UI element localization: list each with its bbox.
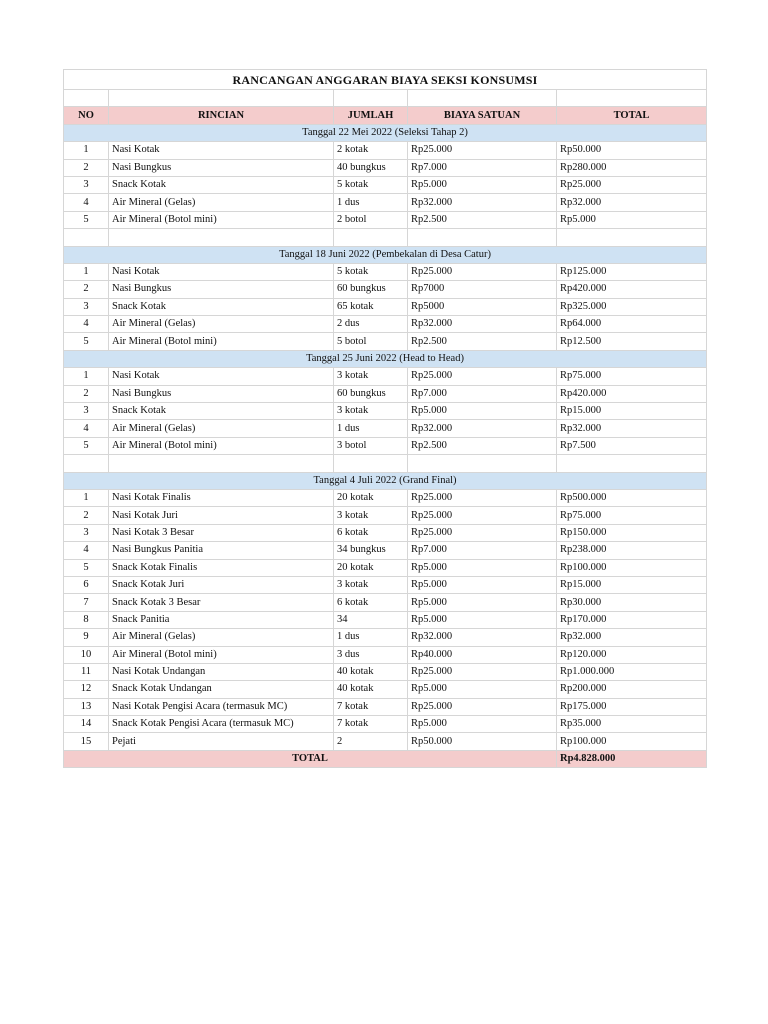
blank-cell	[109, 455, 334, 472]
cell-no: 7	[64, 594, 109, 611]
cell-total: Rp175.000	[557, 698, 707, 715]
cell-jumlah: 40 kotak	[334, 681, 408, 698]
blank-cell	[109, 229, 334, 246]
cell-jumlah: 6 kotak	[334, 594, 408, 611]
cell-jumlah: 2 kotak	[334, 142, 408, 159]
cell-total: Rp325.000	[557, 298, 707, 315]
header-row	[64, 107, 707, 124]
cell-total: Rp170.000	[557, 611, 707, 628]
table-row	[64, 385, 707, 402]
table-row	[64, 507, 707, 524]
cell-rincian: Nasi Bungkus Panitia	[109, 542, 334, 559]
table-row	[64, 159, 707, 176]
cell-no: 13	[64, 698, 109, 715]
cell-no: 11	[64, 663, 109, 680]
cell-rincian: Nasi Bungkus	[109, 159, 334, 176]
table-row	[64, 733, 707, 750]
cell-jumlah: 6 kotak	[334, 524, 408, 541]
cell-total: Rp32.000	[557, 194, 707, 211]
cell-biaya-satuan: Rp32.000	[408, 629, 557, 646]
table-row	[64, 368, 707, 385]
table-row	[64, 646, 707, 663]
cell-jumlah: 7 kotak	[334, 716, 408, 733]
cell-biaya-satuan: Rp5000	[408, 298, 557, 315]
cell-biaya-satuan: Rp5.000	[408, 594, 557, 611]
cell-biaya-satuan: Rp5.000	[408, 559, 557, 576]
cell-total: Rp50.000	[557, 142, 707, 159]
cell-no: 4	[64, 316, 109, 333]
section-header-row	[64, 350, 707, 367]
table-row	[64, 629, 707, 646]
cell-no: 5	[64, 437, 109, 454]
cell-rincian: Nasi Kotak Juri	[109, 507, 334, 524]
grand-total-row	[64, 750, 707, 767]
table-row	[64, 594, 707, 611]
cell-jumlah: 20 kotak	[334, 489, 408, 506]
cell-no: 1	[64, 142, 109, 159]
blank-row	[64, 455, 707, 472]
header-no: NO	[64, 107, 109, 124]
blank-cell	[557, 90, 707, 107]
header-rincian: RINCIAN	[109, 107, 334, 124]
cell-no: 2	[64, 385, 109, 402]
grand-total-label: TOTAL	[64, 750, 557, 767]
cell-jumlah: 60 bungkus	[334, 281, 408, 298]
cell-rincian: Air Mineral (Botol mini)	[109, 437, 334, 454]
cell-jumlah: 5 botol	[334, 333, 408, 350]
table-row	[64, 524, 707, 541]
cell-no: 3	[64, 176, 109, 193]
section-label: Tanggal 22 Mei 2022 (Seleksi Tahap 2)	[64, 124, 707, 141]
cell-biaya-satuan: Rp7.000	[408, 385, 557, 402]
cell-biaya-satuan: Rp25.000	[408, 663, 557, 680]
cell-biaya-satuan: Rp32.000	[408, 194, 557, 211]
title-row	[64, 70, 707, 90]
cell-no: 2	[64, 281, 109, 298]
cell-jumlah: 3 kotak	[334, 507, 408, 524]
cell-jumlah: 60 bungkus	[334, 385, 408, 402]
cell-jumlah: 3 botol	[334, 437, 408, 454]
section-label: Tanggal 18 Juni 2022 (Pembekalan di Desa Catur)	[64, 246, 707, 263]
cell-no: 3	[64, 403, 109, 420]
cell-biaya-satuan: Rp7.000	[408, 542, 557, 559]
cell-total: Rp5.000	[557, 211, 707, 228]
table-row	[64, 542, 707, 559]
cell-jumlah: 1 dus	[334, 629, 408, 646]
cell-rincian: Pejati	[109, 733, 334, 750]
cell-no: 15	[64, 733, 109, 750]
cell-rincian: Snack Panitia	[109, 611, 334, 628]
cell-no: 6	[64, 576, 109, 593]
cell-biaya-satuan: Rp7.000	[408, 159, 557, 176]
cell-biaya-satuan: Rp5.000	[408, 681, 557, 698]
cell-jumlah: 20 kotak	[334, 559, 408, 576]
cell-total: Rp32.000	[557, 420, 707, 437]
blank-cell	[557, 229, 707, 246]
cell-total: Rp420.000	[557, 385, 707, 402]
cell-rincian: Nasi Bungkus	[109, 281, 334, 298]
cell-total: Rp1.000.000	[557, 663, 707, 680]
cell-jumlah: 1 dus	[334, 194, 408, 211]
cell-rincian: Snack Kotak 3 Besar	[109, 594, 334, 611]
cell-jumlah: 3 kotak	[334, 576, 408, 593]
cell-biaya-satuan: Rp2.500	[408, 211, 557, 228]
cell-rincian: Nasi Kotak	[109, 263, 334, 280]
cell-jumlah: 1 dus	[334, 420, 408, 437]
cell-total: Rp25.000	[557, 176, 707, 193]
section-header-row	[64, 472, 707, 489]
cell-total: Rp280.000	[557, 159, 707, 176]
cell-total: Rp420.000	[557, 281, 707, 298]
cell-no: 5	[64, 559, 109, 576]
cell-no: 1	[64, 489, 109, 506]
cell-jumlah: 34 bungkus	[334, 542, 408, 559]
cell-no: 3	[64, 524, 109, 541]
blank-cell	[334, 229, 408, 246]
table-row	[64, 194, 707, 211]
cell-jumlah: 7 kotak	[334, 698, 408, 715]
blank-cell	[64, 229, 109, 246]
blank-cell	[64, 90, 109, 107]
cell-jumlah: 5 kotak	[334, 263, 408, 280]
cell-jumlah: 2	[334, 733, 408, 750]
cell-rincian: Air Mineral (Gelas)	[109, 420, 334, 437]
cell-total: Rp100.000	[557, 559, 707, 576]
cell-biaya-satuan: Rp32.000	[408, 420, 557, 437]
cell-total: Rp150.000	[557, 524, 707, 541]
table-row	[64, 698, 707, 715]
cell-biaya-satuan: Rp2.500	[408, 333, 557, 350]
header-total: TOTAL	[557, 107, 707, 124]
cell-total: Rp12.500	[557, 333, 707, 350]
blank-row	[64, 229, 707, 246]
cell-total: Rp32.000	[557, 629, 707, 646]
cell-rincian: Nasi Kotak	[109, 142, 334, 159]
blank-row	[64, 90, 707, 107]
table-row	[64, 263, 707, 280]
cell-total: Rp75.000	[557, 368, 707, 385]
blank-cell	[334, 455, 408, 472]
cell-rincian: Air Mineral (Gelas)	[109, 316, 334, 333]
blank-cell	[408, 229, 557, 246]
cell-rincian: Snack Kotak	[109, 298, 334, 315]
blank-cell	[557, 455, 707, 472]
cell-biaya-satuan: Rp25.000	[408, 698, 557, 715]
table-row	[64, 211, 707, 228]
cell-biaya-satuan: Rp2.500	[408, 437, 557, 454]
cell-jumlah: 2 botol	[334, 211, 408, 228]
cell-total: Rp75.000	[557, 507, 707, 524]
cell-rincian: Air Mineral (Gelas)	[109, 629, 334, 646]
cell-rincian: Snack Kotak Pengisi Acara (termasuk MC)	[109, 716, 334, 733]
cell-rincian: Nasi Bungkus	[109, 385, 334, 402]
table-row	[64, 611, 707, 628]
table-row	[64, 437, 707, 454]
cell-jumlah: 40 bungkus	[334, 159, 408, 176]
table-row	[64, 576, 707, 593]
cell-no: 8	[64, 611, 109, 628]
cell-rincian: Nasi Kotak 3 Besar	[109, 524, 334, 541]
table-row	[64, 681, 707, 698]
cell-rincian: Air Mineral (Gelas)	[109, 194, 334, 211]
cell-no: 2	[64, 159, 109, 176]
cell-total: Rp15.000	[557, 576, 707, 593]
cell-rincian: Snack Kotak Undangan	[109, 681, 334, 698]
cell-jumlah: 5 kotak	[334, 176, 408, 193]
table-row	[64, 316, 707, 333]
cell-no: 12	[64, 681, 109, 698]
cell-jumlah: 34	[334, 611, 408, 628]
blank-cell	[109, 90, 334, 107]
blank-cell	[64, 455, 109, 472]
cell-total: Rp15.000	[557, 403, 707, 420]
header-biaya-satuan: BIAYA SATUAN	[408, 107, 557, 124]
cell-total: Rp125.000	[557, 263, 707, 280]
blank-cell	[408, 90, 557, 107]
blank-cell	[334, 90, 408, 107]
table-row	[64, 176, 707, 193]
blank-cell	[408, 455, 557, 472]
cell-biaya-satuan: Rp25.000	[408, 524, 557, 541]
cell-no: 9	[64, 629, 109, 646]
cell-rincian: Air Mineral (Botol mini)	[109, 333, 334, 350]
budget-table	[63, 69, 707, 768]
cell-rincian: Nasi Kotak	[109, 368, 334, 385]
cell-no: 5	[64, 333, 109, 350]
cell-rincian: Snack Kotak	[109, 403, 334, 420]
section-header-row	[64, 246, 707, 263]
table-row	[64, 281, 707, 298]
cell-no: 5	[64, 211, 109, 228]
cell-biaya-satuan: Rp50.000	[408, 733, 557, 750]
cell-biaya-satuan: Rp7000	[408, 281, 557, 298]
table-row	[64, 403, 707, 420]
cell-total: Rp500.000	[557, 489, 707, 506]
cell-biaya-satuan: Rp40.000	[408, 646, 557, 663]
cell-no: 4	[64, 542, 109, 559]
cell-no: 4	[64, 420, 109, 437]
cell-jumlah: 2 dus	[334, 316, 408, 333]
cell-jumlah: 3 kotak	[334, 403, 408, 420]
cell-rincian: Nasi Kotak Finalis	[109, 489, 334, 506]
grand-total-value: Rp4.828.000	[557, 750, 707, 767]
table-row	[64, 663, 707, 680]
cell-biaya-satuan: Rp25.000	[408, 142, 557, 159]
cell-biaya-satuan: Rp5.000	[408, 576, 557, 593]
section-label: Tanggal 4 Juli 2022 (Grand Final)	[64, 472, 707, 489]
cell-jumlah: 3 dus	[334, 646, 408, 663]
table-row	[64, 142, 707, 159]
cell-biaya-satuan: Rp5.000	[408, 716, 557, 733]
cell-biaya-satuan: Rp25.000	[408, 368, 557, 385]
table-row	[64, 420, 707, 437]
cell-total: Rp64.000	[557, 316, 707, 333]
cell-rincian: Snack Kotak Juri	[109, 576, 334, 593]
cell-biaya-satuan: Rp5.000	[408, 176, 557, 193]
cell-total: Rp35.000	[557, 716, 707, 733]
cell-no: 14	[64, 716, 109, 733]
cell-total: Rp200.000	[557, 681, 707, 698]
section-label: Tanggal 25 Juni 2022 (Head to Head)	[64, 350, 707, 367]
cell-biaya-satuan: Rp32.000	[408, 316, 557, 333]
cell-total: Rp7.500	[557, 437, 707, 454]
cell-biaya-satuan: Rp25.000	[408, 507, 557, 524]
cell-rincian: Snack Kotak Finalis	[109, 559, 334, 576]
cell-rincian: Snack Kotak	[109, 176, 334, 193]
cell-total: Rp120.000	[557, 646, 707, 663]
cell-biaya-satuan: Rp5.000	[408, 611, 557, 628]
cell-no: 1	[64, 368, 109, 385]
cell-no: 2	[64, 507, 109, 524]
section-header-row	[64, 124, 707, 141]
header-jumlah: JUMLAH	[334, 107, 408, 124]
cell-no: 3	[64, 298, 109, 315]
cell-no: 4	[64, 194, 109, 211]
cell-biaya-satuan: Rp25.000	[408, 489, 557, 506]
cell-no: 10	[64, 646, 109, 663]
cell-total: Rp30.000	[557, 594, 707, 611]
sheet-title: RANCANGAN ANGGARAN BIAYA SEKSI KONSUMSI	[64, 70, 707, 90]
cell-total: Rp238.000	[557, 542, 707, 559]
cell-rincian: Air Mineral (Botol mini)	[109, 211, 334, 228]
cell-rincian: Nasi Kotak Pengisi Acara (termasuk MC)	[109, 698, 334, 715]
table-row	[64, 333, 707, 350]
table-row	[64, 298, 707, 315]
cell-total: Rp100.000	[557, 733, 707, 750]
cell-biaya-satuan: Rp25.000	[408, 263, 557, 280]
cell-no: 1	[64, 263, 109, 280]
table-row	[64, 716, 707, 733]
table-row	[64, 489, 707, 506]
cell-biaya-satuan: Rp5.000	[408, 403, 557, 420]
table-row	[64, 559, 707, 576]
cell-jumlah: 65 kotak	[334, 298, 408, 315]
cell-jumlah: 40 kotak	[334, 663, 408, 680]
cell-rincian: Air Mineral (Botol mini)	[109, 646, 334, 663]
cell-rincian: Nasi Kotak Undangan	[109, 663, 334, 680]
cell-jumlah: 3 kotak	[334, 368, 408, 385]
